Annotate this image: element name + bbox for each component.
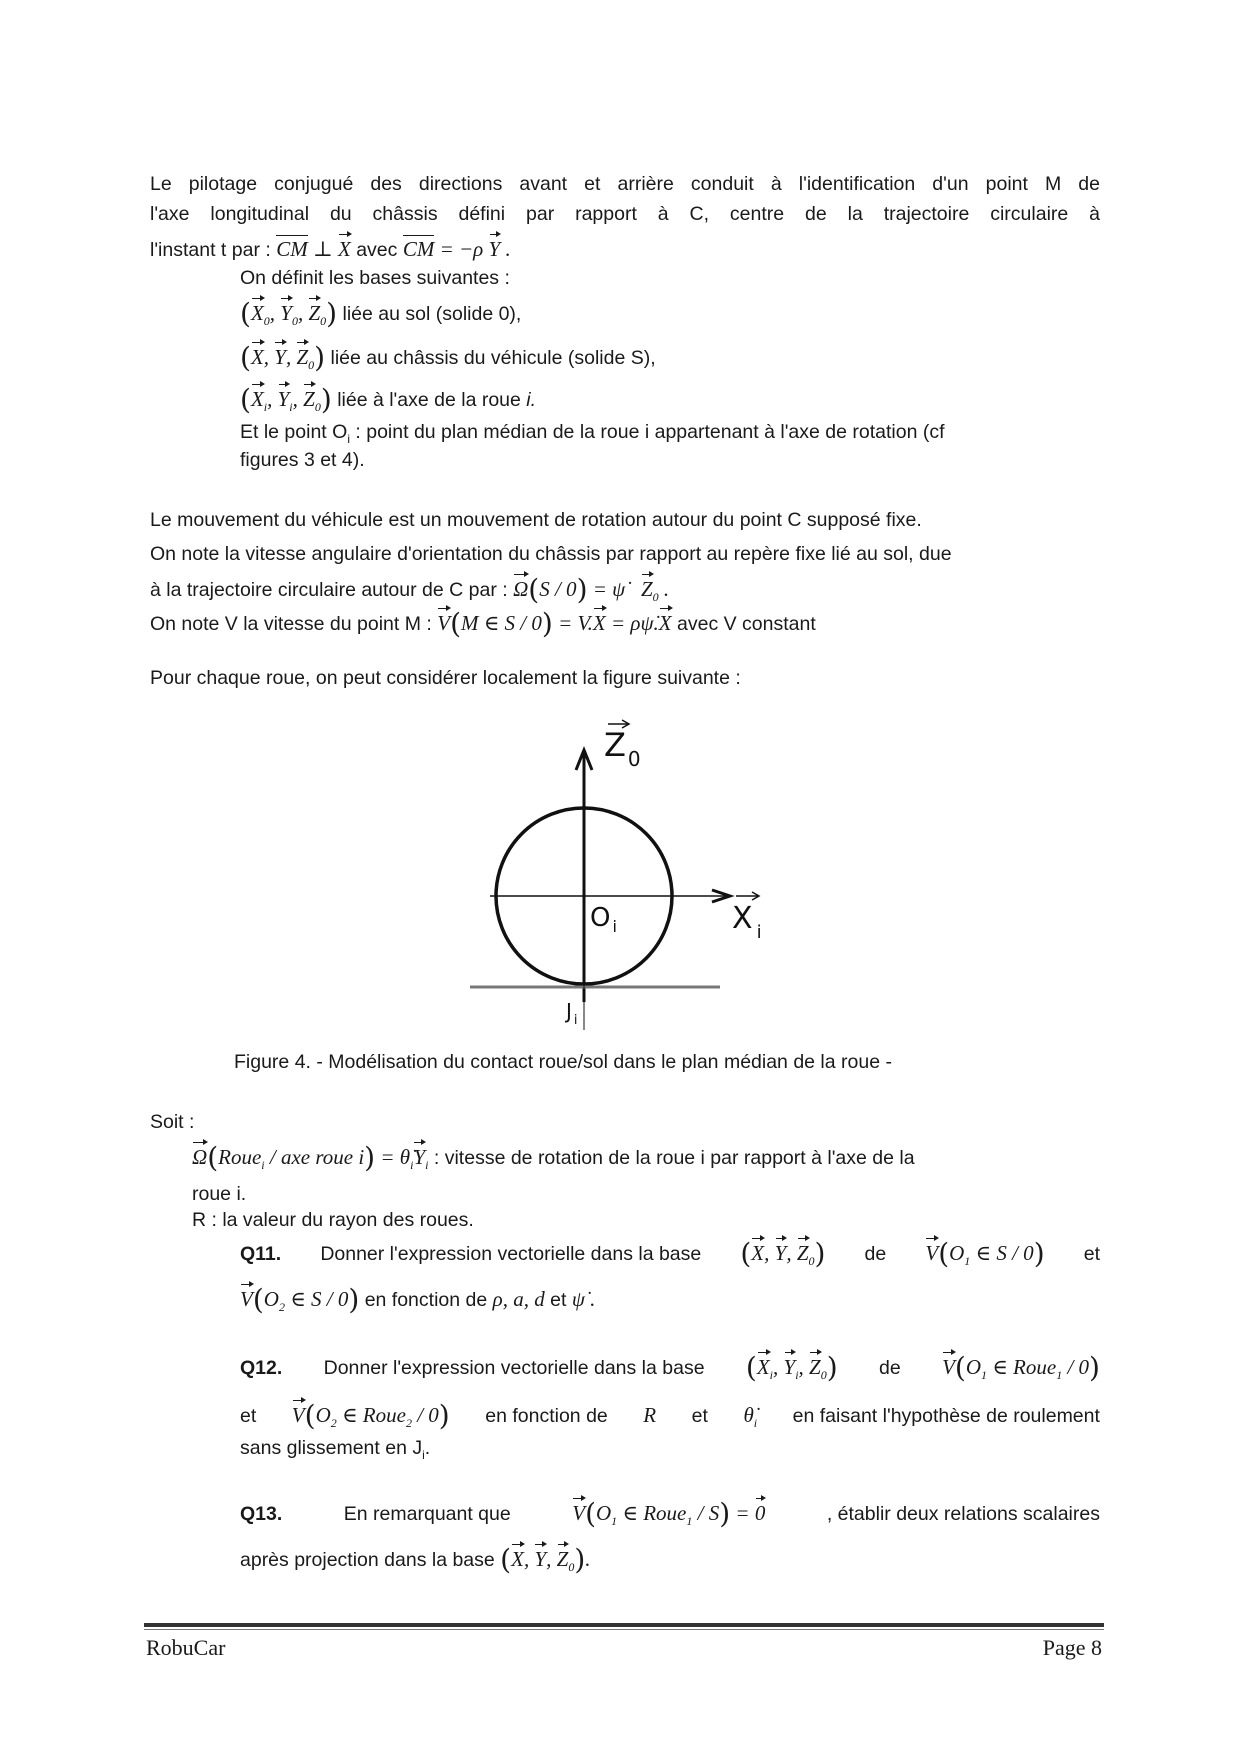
omega-roue-formula: Ω(Roue$_i$ / axe roue $i) = \thetȧ_iY_i$ xyxy=(192,1141,429,1174)
wheel-intro-text: Pour chaque roue, on peut considérer localement la figure suivante : xyxy=(150,667,741,689)
q11-text-2: en fonction de xyxy=(364,1289,488,1311)
q12-text-2: en fonction de xyxy=(485,1405,608,1427)
q12-line-1 xyxy=(240,1351,1100,1384)
point-oi-prefix: Et le point O xyxy=(240,421,348,443)
q12-base-formula: ($X_i$, $Y_i$, $Z_0$) xyxy=(745,1351,838,1384)
omega-roue-desc-2: roue i. xyxy=(192,1183,247,1205)
figure-4-caption-text: Figure 4. - Modélisation du contact roue/sol dans le plan médian de la roue - xyxy=(234,1051,892,1073)
soit-label-text: Soit : xyxy=(150,1111,195,1133)
wheel-intro xyxy=(150,666,741,690)
point-oi-text: : point du plan médian de la roue i appartenant à l'axe de rotation (cf xyxy=(355,421,945,443)
oi-label: O $_i$ xyxy=(590,903,617,936)
q12-theta-formula: $\thetȧ_i$ xyxy=(743,1403,758,1431)
q12-line-2 xyxy=(240,1399,1100,1432)
cm-equals-formula: CM = −ρ Y . xyxy=(402,237,511,261)
intro-line-3 xyxy=(150,236,1100,262)
motion-line-4-end: avec V constant xyxy=(677,613,816,635)
bases-intro-text: On définit les bases suivantes : xyxy=(240,267,510,289)
q11-et: et xyxy=(1083,1243,1100,1265)
base-sol-text: liée au sol (solide 0), xyxy=(342,303,522,325)
base-roue xyxy=(240,383,537,416)
omega-roue-desc: : vitesse de rotation de la roue i par rapport à l'axe de la xyxy=(433,1147,915,1169)
point-oi-line-2-text: figures 3 et 4). xyxy=(240,449,365,471)
q12-text-1: Donner l'expression vectorielle dans la base xyxy=(323,1357,705,1379)
q12-et: et xyxy=(240,1405,257,1427)
omega-roue-line-2 xyxy=(192,1182,246,1206)
q13-text-3: après projection dans la base xyxy=(240,1549,495,1571)
motion-line-3-text: à la trajectoire circulaire autour de C par : xyxy=(150,579,508,601)
q11-line-2 xyxy=(240,1283,596,1316)
motion-line-3 xyxy=(150,573,670,606)
intro-line-2-text: l'axe longitudinal du châssis défini par rapport à C, centre de la trajectoire circulaire à xyxy=(150,203,1100,225)
q12-r-formula: R xyxy=(643,1403,657,1427)
intro-line-2 xyxy=(150,202,1100,226)
q11-params-formula: ρ, a, d xyxy=(492,1287,545,1311)
motion-line-2 xyxy=(150,542,1100,566)
q13-base-formula: (X, Y, $Z_0$). xyxy=(500,1543,591,1576)
q11-v-o1-formula: $V(O_1$ ∈ S / 0) xyxy=(925,1237,1045,1270)
base-sol-formula: ($X_0$, $Y_0$, $Z_0$) xyxy=(240,297,338,330)
footer-right xyxy=(1043,1634,1102,1662)
footer-page-number: Page 8 xyxy=(1042,1635,1102,1660)
footer-doc-title: RobuCar xyxy=(146,1635,226,1660)
q12-v-o2-formula: $V(O_2$ ∈ Roue$_2$ / 0) xyxy=(291,1399,450,1432)
intro-avec: avec xyxy=(356,239,398,261)
bases-intro xyxy=(240,266,510,290)
q11-et-2: et xyxy=(550,1289,567,1311)
soit-label xyxy=(150,1110,194,1134)
ji-label: J $_i$ xyxy=(566,999,578,1028)
motion-line-1 xyxy=(150,508,1100,532)
motion-line-1-text: Le mouvement du véhicule est un mouvement de rotation autour du point C supposé fixe. xyxy=(150,509,922,531)
motion-line-4-text: On note V la vitesse du point M : xyxy=(150,613,432,635)
wheel-contact-figure xyxy=(440,712,780,1042)
q12-et-2: et xyxy=(691,1405,708,1427)
q12-v-o1-formula: $V(O_1$ ∈ Roue$_1$ / 0) xyxy=(942,1351,1100,1384)
base-roue-i: i. xyxy=(526,389,537,411)
q13-text-1: En remarquant que xyxy=(343,1503,511,1525)
base-sol xyxy=(240,297,522,330)
q12-text-4: sans glissement en J xyxy=(240,1437,423,1459)
q13-v-formula: $V(O_1$ ∈ Roue$_1$ / S) = 0 xyxy=(572,1497,766,1530)
q13-line-1 xyxy=(240,1497,1100,1530)
velocity-m-formula: V(M ∈ S / 0) = V.X = ρψ̇.X xyxy=(437,607,672,640)
q11-de: de xyxy=(864,1243,887,1265)
q11-text-1: Donner l'expression vectorielle dans la base xyxy=(320,1243,702,1265)
base-roue-formula: ($X_i$, $Y_i$, $Z_0$) xyxy=(240,383,332,416)
q12-de: de xyxy=(879,1357,901,1379)
base-roue-text: liée à l'axe de la roue xyxy=(337,389,521,411)
q12-line-3: sans glissement en $J_i$. xyxy=(240,1437,431,1462)
base-chassis-formula: (X, Y, $Z_0$) xyxy=(240,341,326,374)
point-oi-line-2 xyxy=(240,448,365,472)
base-chassis xyxy=(240,341,656,374)
q13-label: Q13. xyxy=(240,1503,283,1525)
radius-desc: R : la valeur du rayon des roues. xyxy=(192,1209,474,1231)
q11-line-1 xyxy=(240,1237,1100,1270)
motion-line-4 xyxy=(150,607,816,640)
q12-text-3: en faisant l'hypothèse de roulement xyxy=(792,1405,1100,1427)
footer-left xyxy=(146,1634,225,1662)
intro-line-1 xyxy=(150,172,1100,196)
omega-s0-formula: Ω(S / 0) = ψ̇ $Z_0$ . xyxy=(513,573,670,606)
q11-label: Q11. xyxy=(240,1243,282,1265)
q13-line-2 xyxy=(240,1543,591,1576)
point-oi-line-1: Et le point $O_i$ : point du plan médian de la roue i appartenant à l'axe de rotation (cf xyxy=(240,421,945,446)
cm-perp-x-formula: CM ⊥ X xyxy=(276,237,351,261)
xi-label: X $_i$ xyxy=(732,901,762,943)
q11-psi-formula: ψ̇ . xyxy=(571,1287,596,1311)
radius-line xyxy=(192,1208,474,1232)
q13-text-2: , établir deux relations scalaires xyxy=(826,1503,1100,1525)
base-chassis-text: liée au châssis du véhicule (solide S), xyxy=(330,347,656,369)
q11-base-formula: (X, Y, $Z_0$) xyxy=(740,1237,826,1270)
intro-line-3-prefix: l'instant t par : xyxy=(150,239,271,261)
q11-v-o2-formula: $V(O_2$ ∈ S / 0) xyxy=(240,1283,360,1316)
figure-4-caption xyxy=(234,1050,892,1074)
footer-rule-thin xyxy=(144,1629,1104,1630)
intro-line-1-text: Le pilotage conjugué des directions avant et arrière conduit à l'identification d'un point M de xyxy=(150,173,1100,195)
footer-rule xyxy=(144,1623,1104,1627)
z0-label: Z $_0$ xyxy=(604,726,641,771)
motion-line-2-text: On note la vitesse angulaire d'orientation du châssis par rapport au repère fixe lié au sol, due xyxy=(150,543,952,565)
omega-roue-line xyxy=(192,1141,1100,1174)
q12-label: Q12. xyxy=(240,1357,283,1379)
